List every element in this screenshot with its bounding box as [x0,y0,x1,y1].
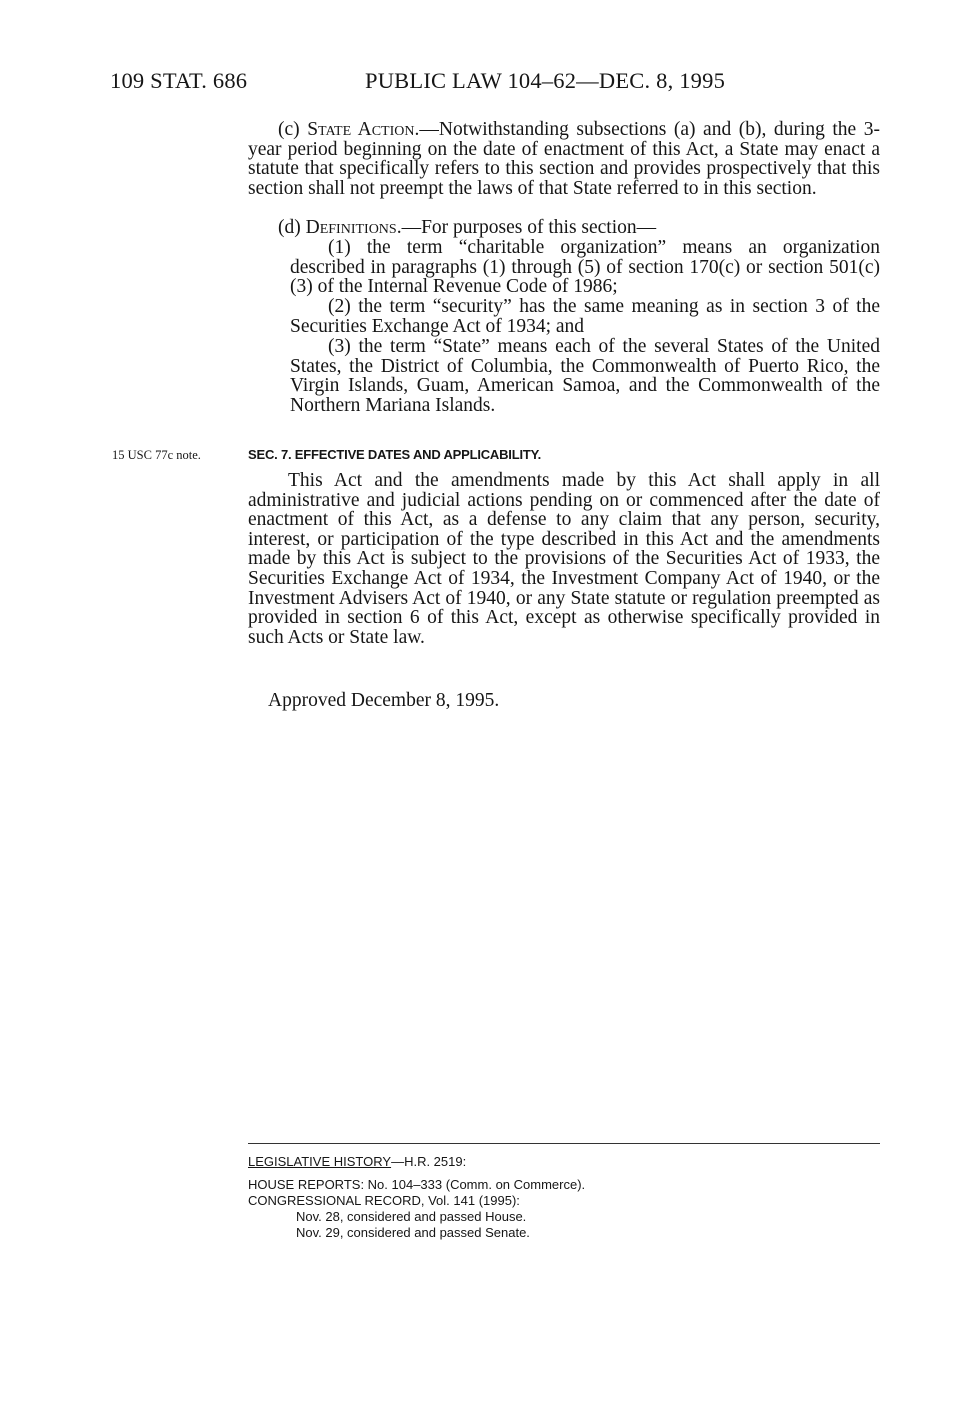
section-7-text: This Act and the amendments made by this Act shall apply in all administrative and judicial actions pending on or commenced after the date of enactment of this Act, as a defense to any claim that any person, security, interest, or participation of the type described in this Act and the amendments made by this Act is subject to the provisions of the Securities Act of 1933, the Securities Exchange Act of 1934, the Investment Company Act of 1940, or the Investment Advisers Act of 1940, or any State statute or regulation preempted as provided in section 6 of this Act, except as otherwise specifically provided in such Acts or State law. [248,470,880,648]
section-7-heading: SEC. 7. EFFECTIVE DATES AND APPLICABILITY. [248,447,542,462]
subsection-d [248,218,880,238]
public-law-title: PUBLIC LAW 104–62—DEC. 8, 1995 [365,68,726,93]
legislative-history-bill: —H.R. 2519: [391,1154,467,1169]
history-entry: Nov. 29, considered and passed Senate. [296,1225,530,1240]
definition-item-3: (3) the term “State” means each of the several States of the United States, the District of Columbia, the Commonwealth of Puerto Rico, the Virgin Islands, Guam, American Samoa, and the Commonwealth of the Northern Mariana Islands. [290,336,880,416]
congressional-record: CONGRESSIONAL RECORD, Vol. 141 (1995): [248,1193,520,1208]
house-reports: HOUSE REPORTS: No. 104–333 (Comm. on Commerce). [248,1177,586,1192]
subsection-d-heading: Definitions [305,217,397,238]
legislative-history-label: LEGISLATIVE HISTORY [248,1154,392,1169]
subsection-c-heading: State Action [307,119,415,140]
definition-item-2: (2) the term “security” has the same meaning as in section 3 of the Securities Exchange Act of 1934; and [290,296,880,337]
statute-page-number: 109 STAT. 686 [110,68,248,93]
subsection-d-label: (d) [278,217,306,238]
footnote-rule [248,1143,880,1144]
history-entry: Nov. 28, considered and passed House. [296,1209,527,1224]
margin-note: 15 USC 77c note. [112,448,201,462]
definition-item-1: (1) the term “charitable organization” means an organization described in paragraphs (1) through (5) of section 170(c) or section 501(c)(3) of the Internal Revenue Code of 1986; [290,237,880,298]
approval-date: Approved December 8, 1995. [268,690,500,711]
subsection-d-text: .—For purposes of this section— [396,217,657,238]
subsection-c [248,120,880,198]
subsection-c-text: .—Notwithstanding subsections (a) and (b), during the 3-year period beginning on the date of enactment of this Act, a State may enact a statute that specifically refers to this section and provides prospectively that this section shall not preempt the laws of that State referred to in this section. [248,119,881,199]
subsection-c-label: (c) [278,119,308,140]
legislative-history-title [248,1154,466,1170]
